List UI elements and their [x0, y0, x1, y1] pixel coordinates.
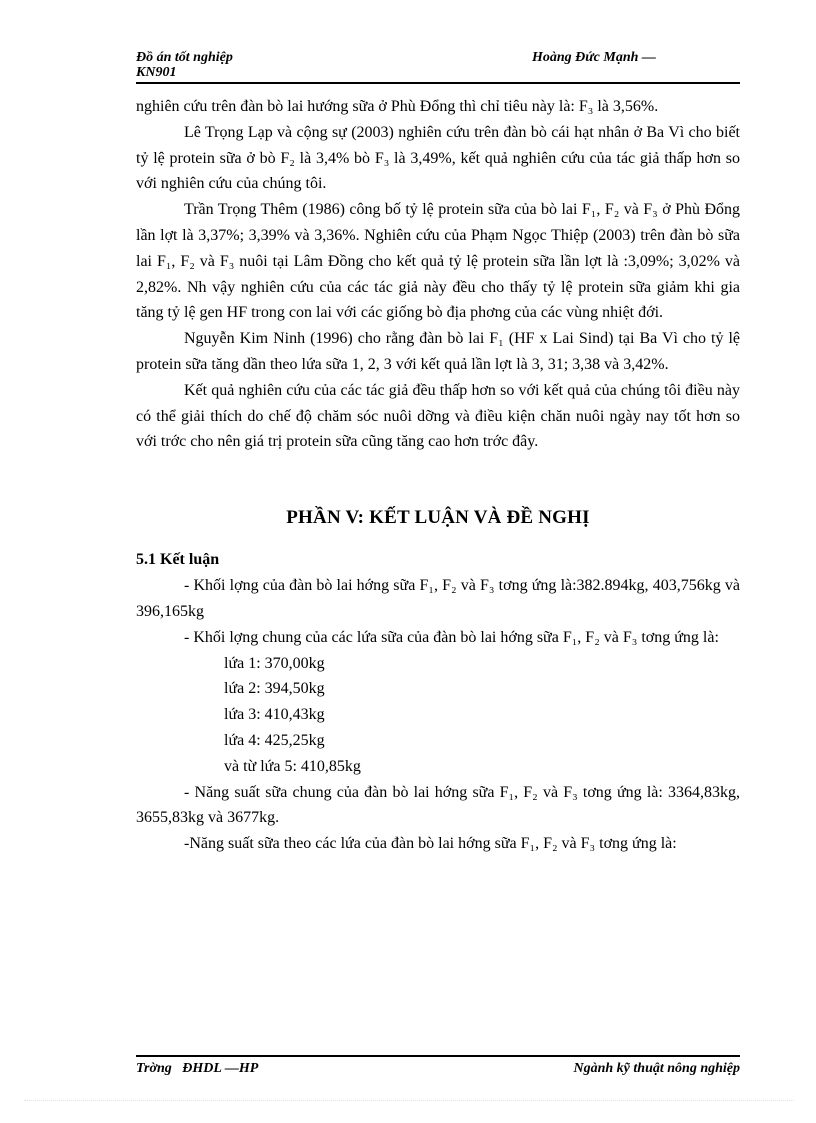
page-bottom-divider	[24, 1100, 794, 1101]
page-header	[136, 50, 740, 84]
paragraph-4: Nguyễn Kim Ninh (1996) cho rằng đàn bò lai F₁ (HF x Lai Sind) tại Ba Vì cho tỷ lệ protein sữa tăng dần theo lứa sữa 1, 2, 3 với kết quả lần lợt là 3, 31; 3,38 và 3,42%.	[136, 330, 740, 373]
header-left	[136, 50, 336, 80]
list-item: lứa 2: 394,50kg	[224, 680, 325, 698]
header-author: Hoàng Đức Mạnh —	[532, 50, 656, 65]
conclusion-1: - Khối lợng của đàn bò lai hớng sữa F₁, F₂ và F₃ tơng ứng là:382.894kg, 403,756kg và 396,165kg	[136, 577, 740, 620]
section-title: PHẦN V: KẾT LUẬN VÀ ĐỀ NGHỊ	[286, 507, 590, 529]
conclusion-4: -Năng suất sữa theo các lứa của đàn bò lai hớng sữa F₁, F₂ và F₃ tơng ứng là:	[184, 835, 677, 853]
header-class-code: KN901	[136, 65, 177, 80]
header-thesis-label: Đồ án tốt nghiệp	[136, 50, 233, 65]
paragraph-3: Trần Trọng Thêm (1986) công bố tỷ lệ protein sữa của bò lai F₁, F₂ và F₃ ở Phù Đổng lần lợt là 3,37%; 3,39% và 3,36%. Nghiên cứu của Phạm Ngọc Thiệp (2003) trên đàn bò sữa lai F₁, F₂ và F₃ nuôi tại Lâm Đồng cho kết quả tỷ lệ protein sữa lần lợt là :3,09%; 3,02% và 2,82%. Nh vậy nghiên cứu của các tác giả này đều cho thấy tỷ lệ protein sữa giảm khi gia tăng tỷ lệ gen HF trong con lai với các giống bò địa phơng của các vùng nhiệt đới.	[136, 201, 740, 322]
paragraph-5: Kết quả nghiên cứu của các tác giả đều thấp hơn so với kết quả của chúng tôi điều này có thể giải thích do chế độ chăm sóc nuôi dỡng và điều kiện chăn nuôi ngày nay tốt hơn so với trớc cho nên giá trị protein sữa cũng tăng cao hơn trớc đây.	[136, 381, 740, 451]
page-footer	[136, 1055, 740, 1083]
list-item: lứa 1: 370,00kg	[224, 654, 325, 672]
page-body	[136, 94, 740, 857]
paragraph-1: nghiên cứu trên đàn bò lai hướng sữa ở Phù Đổng thì chỉ tiêu này là: F₃ là 3,56%.	[136, 98, 659, 115]
lactation-weight-list	[136, 651, 740, 780]
conclusion-2: - Khối lợng chung của các lứa sữa của đàn bò lai hớng sữa F₁, F₂ và F₃ tơng ứng là:	[184, 628, 719, 646]
list-item: và từ lứa 5: 410,85kg	[224, 757, 361, 775]
list-item: lứa 3: 410,43kg	[224, 706, 325, 724]
footer-department: Ngành kỹ thuật nông nghiệp	[573, 1061, 740, 1076]
section-subtitle: 5.1 Kết luận	[136, 551, 220, 569]
conclusion-3: - Năng suất sữa chung của đàn bò lai hớng sữa F₁, F₂ và F₃ tơng ứng là: 3364,83kg, 3655,83kg và 3677kg.	[136, 783, 740, 827]
paragraph-2: Lê Trọng Lạp và cộng sự (2003) nghiên cứu trên đàn bò cái hạt nhân ở Ba Vì cho biết tỷ lệ protein sữa ở bò F₂ là 3,4% bò F₃ là 3,49%, kết quả nghiên cứu của tác giả thấp hơn so với nghiên cứu của chúng tôi.	[136, 123, 740, 193]
footer-school: Trờng ĐHDL —HP	[136, 1061, 259, 1076]
list-item: lứa 4: 425,25kg	[224, 731, 325, 749]
